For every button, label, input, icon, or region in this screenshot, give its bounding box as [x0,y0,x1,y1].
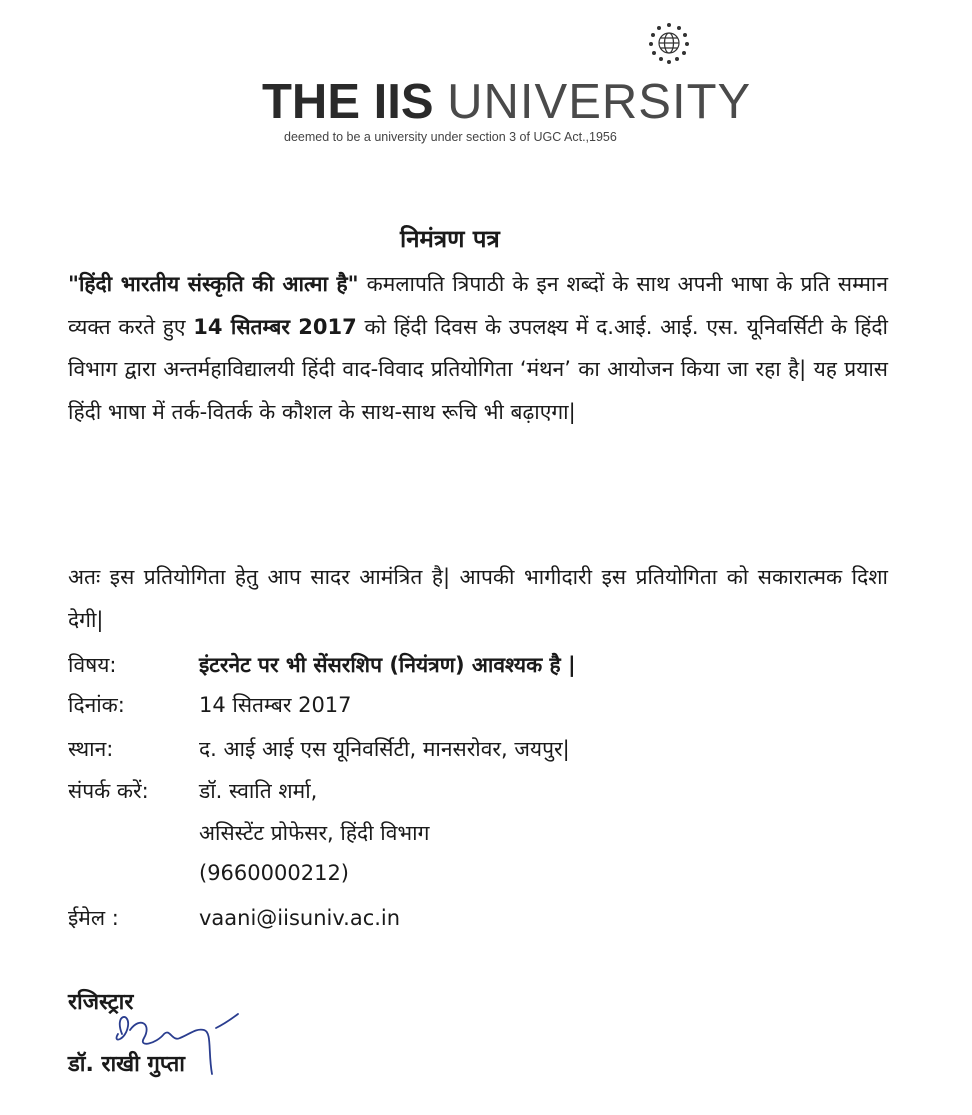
contact-phone: (9660000212) [199,861,349,885]
university-emblem-icon [646,20,692,66]
invitation-paragraph [68,263,888,433]
event-date: 14 सितम्बर 2017 [193,314,357,339]
contact-name: डॉ. स्वाति शर्मा, [199,779,318,803]
university-wordmark [262,75,752,129]
email-value[interactable]: vaani@iisuniv.ac.in [199,906,401,930]
letterhead-tagline: deemed to be a university under section 3 of UGC Act.,1956 [284,130,617,144]
registrar-name: डॉ. राखी गुप्ता [68,1052,185,1077]
contact-label: संपर्क करें: [68,779,149,803]
quote-text: "हिंदी भारतीय संस्कृति की आत्मा है" [68,272,359,296]
date-value: 14 सितम्बर 2017 [199,693,352,717]
email-label: ईमेल : [68,906,119,930]
place-label: स्थान: [68,737,114,761]
paragraph-text-a: कमलापति त्रिपाठी के इन शब्दों के साथ अपनी भाषा के प्रति सम्मान व्यक्त करते हुए [68,272,888,339]
wordmark-bold: THE IIS [262,75,434,129]
date-label: दिनांक: [68,693,125,717]
subject-label: विषय: [68,653,117,677]
page-title: निमंत्रण पत्र [400,225,500,253]
place-value: द. आई आई एस यूनिवर्सिटी, मानसरोवर, जयपुर| [199,737,570,761]
paragraph-text-b: को हिंदी दिवस के उपलक्ष्य में द.आई. आई. एस. यूनिवर्सिटी के हिंदी विभाग द्वारा अन्तर्महाविद्यालयी हिंदी वाद-विवाद प्रतियोगिता ‘मंथन’ का आयोजन किया जा रहा है| यह प्रयास हिंदी भाषा में तर्क-वितर्क के कौशल के साथ-साथ रूचि भी बढ़ाएगा| [68,314,888,424]
registrar-designation: रजिस्ट्रार [68,990,134,1015]
subject-value: इंटरनेट पर भी सेंसरशिप (नियंत्रण) आवश्यक है | [199,653,576,677]
wordmark-light: UNIVERSITY [447,75,752,129]
contact-role: असिस्टेंट प्रोफेसर, हिंदी विभाग [199,821,430,845]
invitation-closing-paragraph: अतः इस प्रतियोगिता हेतु आप सादर आमंत्रित है| आपकी भागीदारी इस प्रतियोगिता को सकारात्मक दिशा देगी| [68,565,888,632]
